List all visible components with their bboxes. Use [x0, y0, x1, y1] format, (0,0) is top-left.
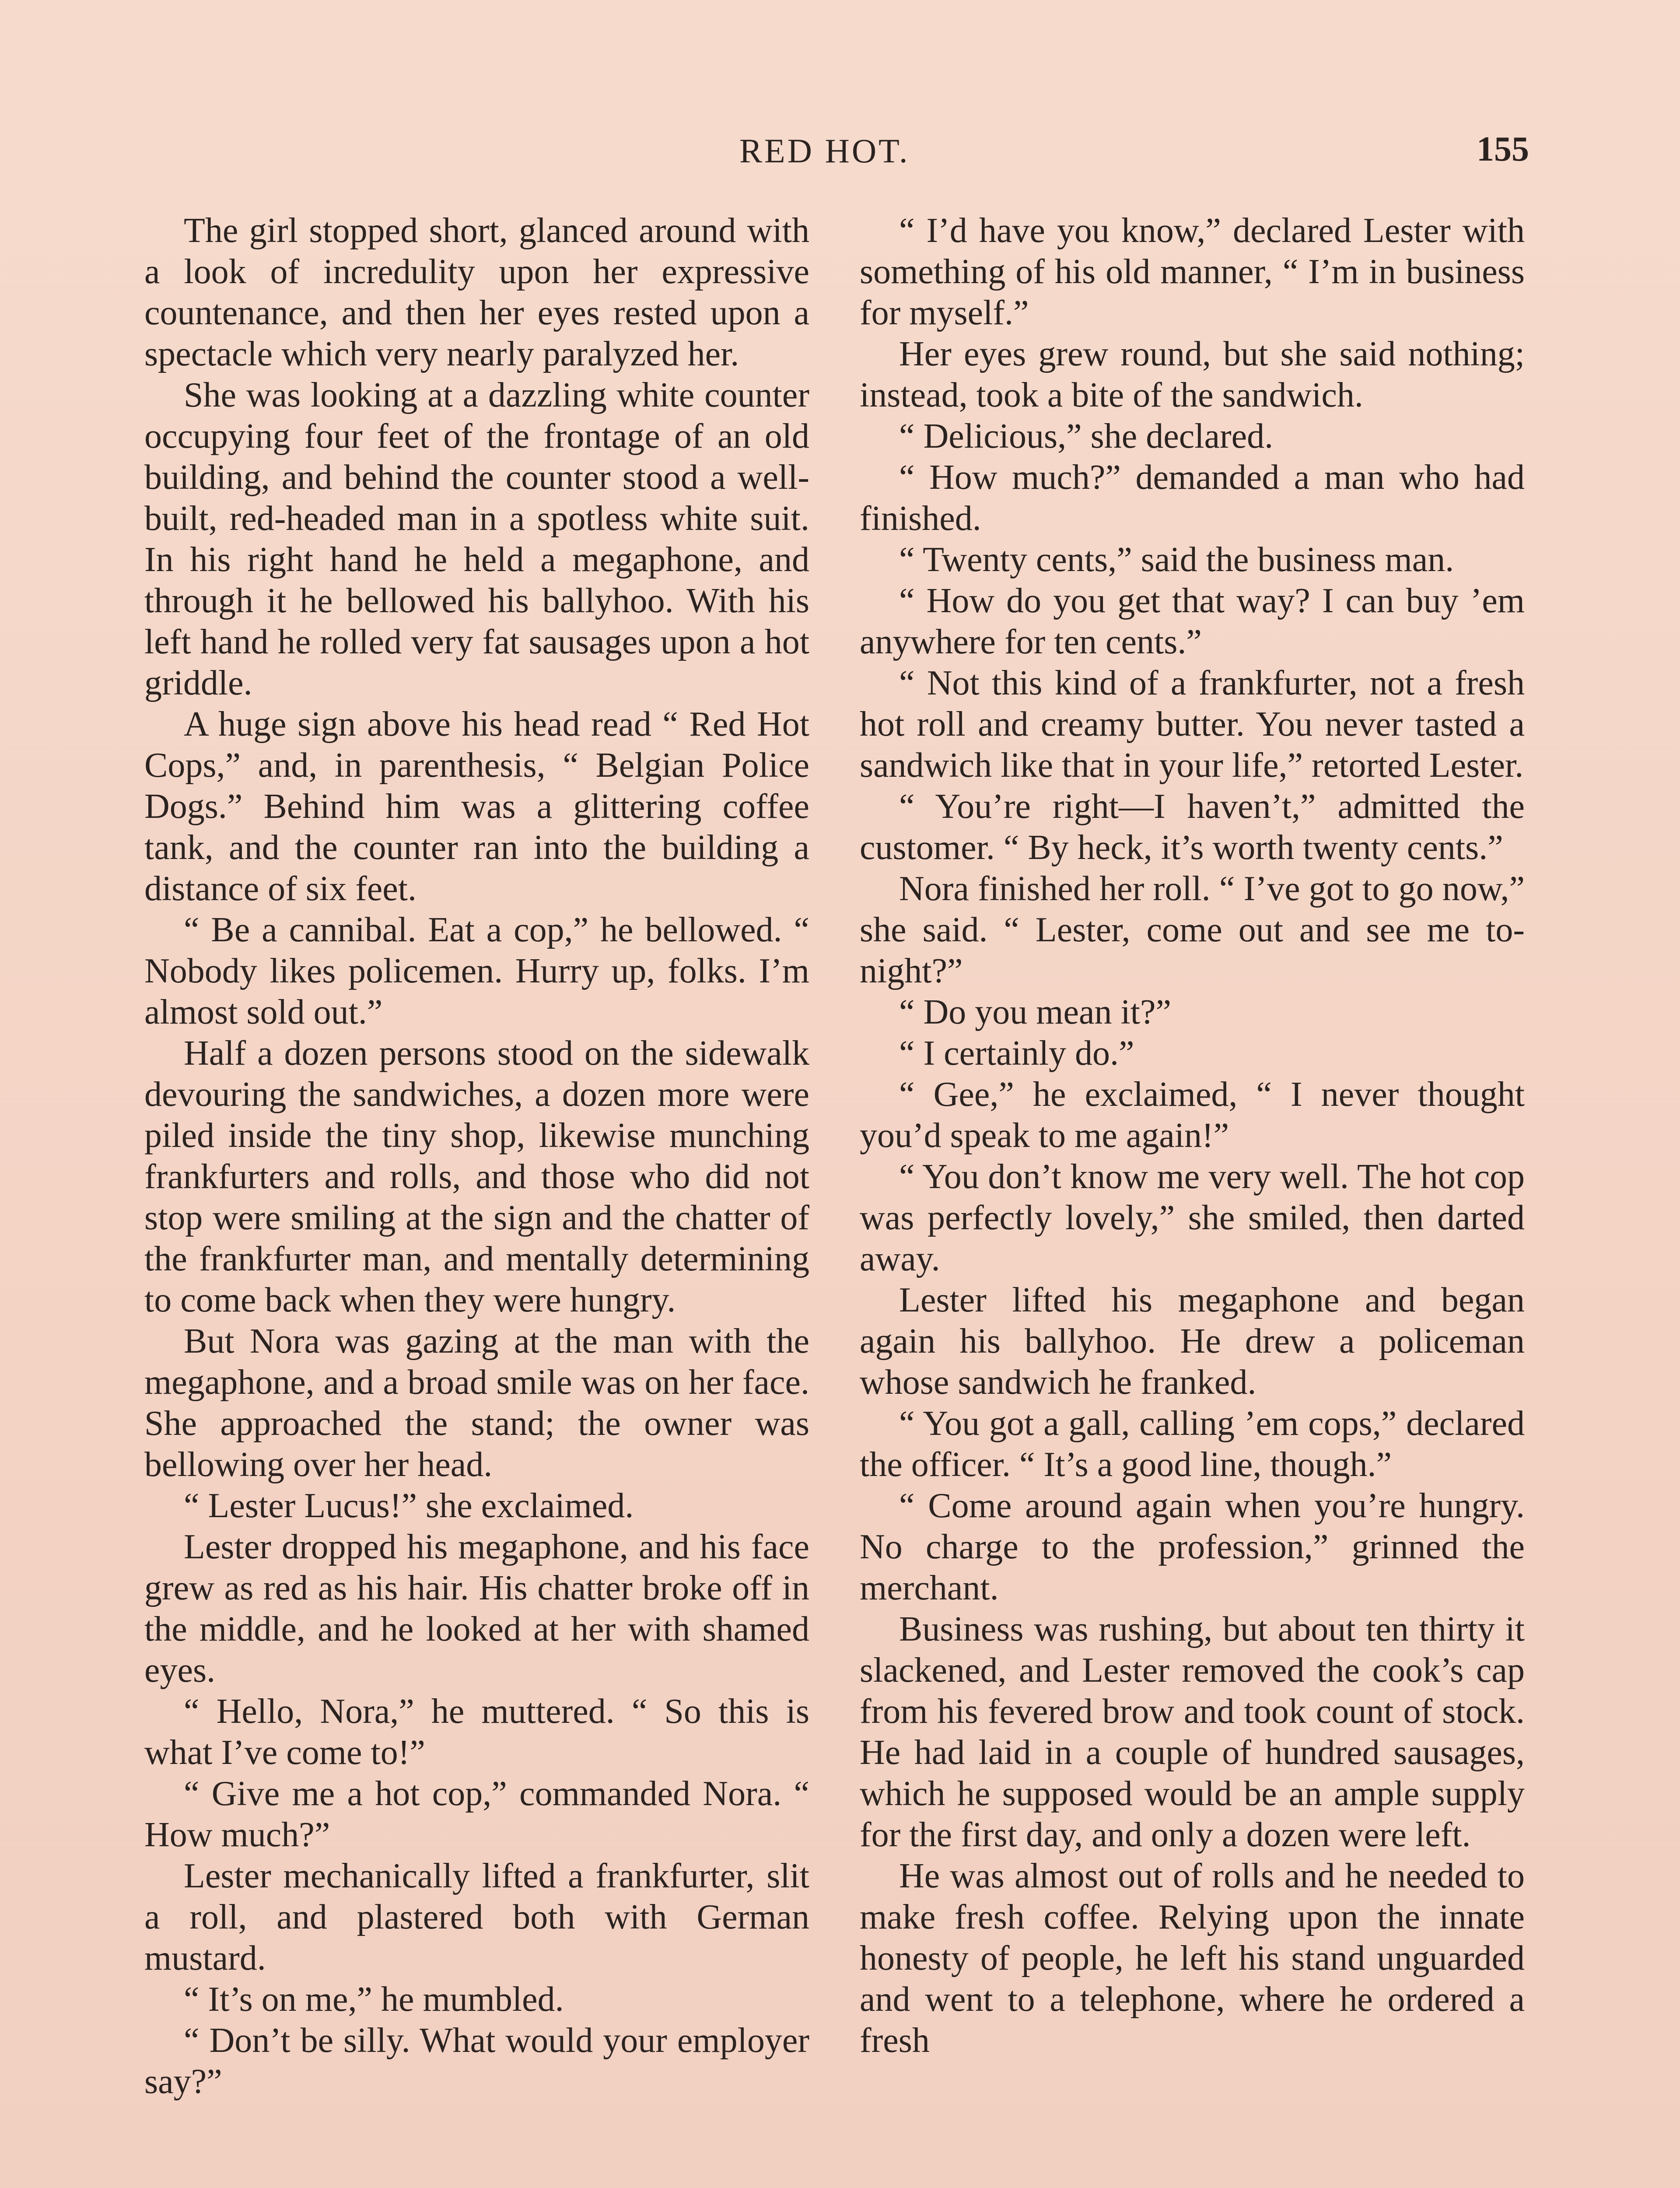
paragraph: “ Not this kind of a frankfurter, not a fresh hot roll and creamy butter. You never tasted a sandwich like that in your life,” retorted Lester. — [860, 664, 1525, 785]
running-head: RED HOT. — [739, 132, 910, 170]
left-column — [144, 210, 809, 2102]
paragraph: She was looking at a dazzling white counter occupying four feet of the frontage of an old building, and behind the counter stood a well-built, red-headed man in a spotless white suit. In his right hand he held a megaphone, and through it he bellowed his ballyhoo. With his left hand he rolled very fat sausages upon a hot griddle. — [144, 376, 809, 702]
paragraph: A huge sign above his head read “ Red Hot Cops,” and, in parenthesis, “ Belgian Police Dogs.” Behind him was a glittering coffee tank, and the counter ran into the building a distance of six feet. — [144, 705, 809, 908]
paragraph: “ You got a gall, calling ’em cops,” declared the officer. “ It’s a good line, though.” — [860, 1404, 1525, 1484]
paragraph: “ How do you get that way? I can buy ’em anywhere for ten cents.” — [860, 582, 1525, 661]
paragraph: Lester mechanically lifted a frankfurter, slit a roll, and plastered both with German mustard. — [144, 1857, 809, 1978]
paragraph: Her eyes grew round, but she said nothing; instead, took a bite of the sandwich. — [860, 335, 1525, 414]
page-number: 155 — [1477, 130, 1529, 168]
paragraph: “ You don’t know me very well. The hot cop was perfectly lovely,” she smiled, then darted away. — [860, 1157, 1525, 1278]
paragraph: “ You’re right—I haven’t,” admitted the customer. “ By heck, it’s worth twenty cents.” — [860, 787, 1525, 867]
paragraph: But Nora was gazing at the man with the megaphone, and a broad smile was on her face. She approached the stand; the owner was bellowing over her head. — [144, 1322, 809, 1484]
paragraph: “ Lester Lucus!” she exclaimed. — [184, 1487, 634, 1525]
paragraph: “ I certainly do.” — [899, 1034, 1134, 1073]
paragraph: “ Delicious,” she declared. — [899, 417, 1274, 456]
paragraph: “ Give me a hot cop,” commanded Nora. “ How much?” — [144, 1774, 809, 1854]
paragraph: “ Do you mean it?” — [899, 993, 1171, 1031]
paragraph: The girl stopped short, glanced around with a look of incredulity upon her expressive countenance, and then her eyes rested upon a spectacle which very nearly paralyzed her. — [144, 211, 809, 373]
right-column — [860, 210, 1525, 2061]
paragraph: “ I’d have you know,” declared Lester with something of his old manner, “ I’m in business for myself.” — [860, 211, 1525, 332]
paragraph: Lester dropped his megaphone, and his face grew as red as his hair. His chatter broke off in the middle, and he looked at her with shamed eyes. — [144, 1528, 809, 1690]
paragraph: “ Twenty cents,” said the business man. — [899, 540, 1454, 579]
paragraph: Business was rushing, but about ten thirty it slackened, and Lester removed the cook’s cap from his fevered brow and took count of stock. He had laid in a couple of hundred sausages, which he supposed would be an ample supply for the first day, and only a dozen were left. — [860, 1610, 1525, 1854]
paragraph: Lester lifted his megaphone and began again his ballyhoo. He drew a policeman whose sandwich he franked. — [860, 1281, 1525, 1402]
paragraph: “ It’s on me,” he mumbled. — [184, 1980, 564, 2019]
paragraph: Nora finished her roll. “ I’ve got to go now,” she said. “ Lester, come out and see me to-night?” — [860, 870, 1525, 990]
paragraph: “ How much?” demanded a man who had finished. — [860, 458, 1525, 538]
paragraph: He was almost out of rolls and he needed to make fresh coffee. Relying upon the innate honesty of people, he left his stand unguarded and went to a telephone, where he ordered a fresh — [860, 1857, 1525, 2060]
paragraph: “ Come around again when you’re hungry. No charge to the profession,” grinned the merchant. — [860, 1487, 1525, 1607]
paragraph: “ Don’t be silly. What would your employer say?” — [144, 2021, 809, 2101]
paragraph: “ Gee,” he exclaimed, “ I never thought you’d speak to me again!” — [860, 1075, 1525, 1155]
paragraph: Half a dozen persons stood on the sidewalk devouring the sandwiches, a dozen more were piled inside the tiny shop, likewise munching frankfurters and rolls, and those who did not stop were smiling at the sign and the chatter of the frankfurter man, and mentally determining to come back when they were hungry. — [144, 1034, 809, 1319]
paragraph: “ Be a cannibal. Eat a cop,” he bellowed. “ Nobody likes policemen. Hurry up, folks. I’m almost sold out.” — [144, 911, 809, 1031]
paragraph: “ Hello, Nora,” he muttered. “ So this is what I’ve come to!” — [144, 1692, 809, 1772]
